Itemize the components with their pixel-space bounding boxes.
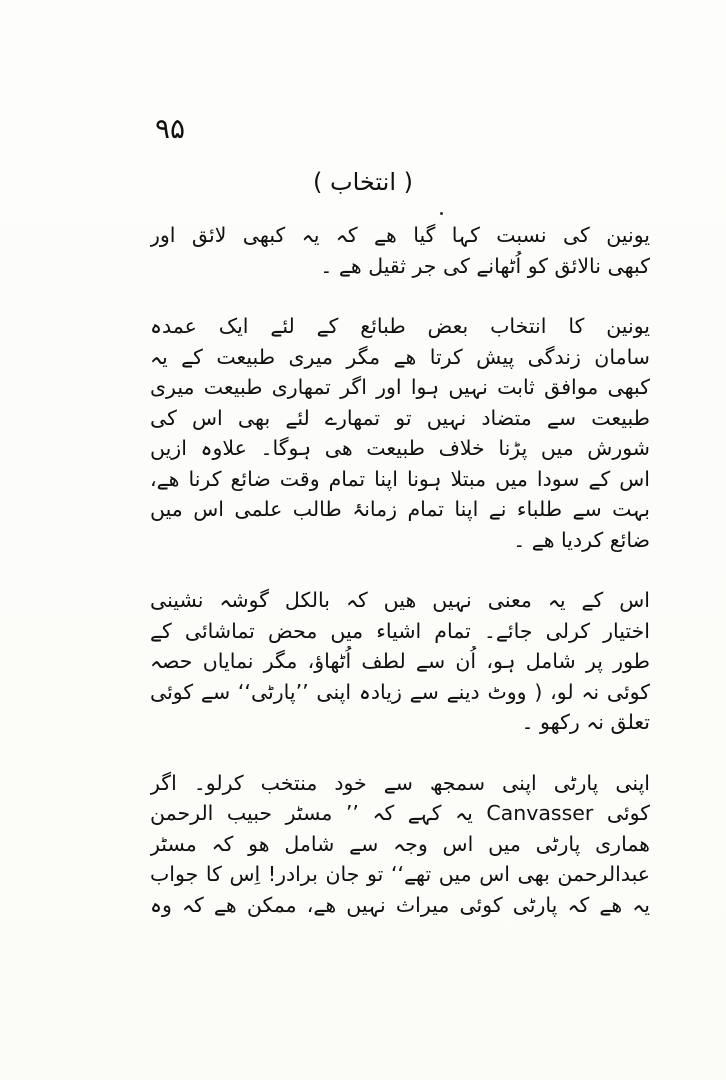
page-number: ۹۵ <box>155 112 186 145</box>
paragraph-1 <box>150 220 650 281</box>
text-line: کبھی موافق ثابت نہیں ہوا اور اگر تمھاری طبیعت میری <box>150 375 650 399</box>
text-line: اس کے یہ معنی نہیں ھیں کہ بالکل گوشہ نشینی <box>150 588 650 612</box>
text-line: یونین کا انتخاب بعض طبائع کے لئے ایک عمدہ <box>150 314 650 338</box>
text-line: ضائع کردیا ھے ۔ <box>513 527 650 552</box>
text-line: طبیعت سے متضاد نہیں تو تمھارے لئے بھی اس کی <box>150 405 650 430</box>
text-line: کوئی نہ لو، ( ووٹ دینے سے زیادہ اپنی ’’پارٹی‘‘ سے کوئی <box>150 679 650 704</box>
paragraph-3 <box>150 585 650 738</box>
text-line: کبھی نالائق کو اُٹھانے کی جر ثقیل ھے ۔ <box>320 253 650 278</box>
paragraph-4 <box>150 768 650 921</box>
text-line: شورش میں پڑنا خلاف طبیعت ھی ہوگا۔ علاوہ ازیں <box>150 436 650 460</box>
text-line: طور پر شامل ہو، اُن سے لطف اُٹھاؤ، مگر نمایاں حصہ <box>150 649 650 673</box>
text-line: یہ ھے کہ پارٹی کوئی میراث نہیں ھے، ممکن ھے کہ وہ <box>150 892 650 917</box>
text-line: اس کے سودا میں مبتلا ہونا اپنا تمام وقت ضائع کرنا ھے، <box>150 466 650 491</box>
text-line: اپنی پارٹی اپنی سمجھ سے خود منتخب کرلو۔ اگر <box>150 770 650 795</box>
section-heading: ( انتخاب ) <box>313 168 413 196</box>
text-line: یونین کی نسبت کہا گیا ھے کہ یہ کبھی لائق اور <box>150 223 650 247</box>
text-line: بہت سے طلباء نے اپنا تمام زمانۂ طالب علمی اس میں <box>150 497 650 521</box>
text-line: کوئی Canvasser یہ کہے کہ ’’ مسٹر حبیب الرحمن <box>150 801 650 825</box>
print-speck <box>440 212 443 215</box>
text-line: تعلق نہ رکھو ۔ <box>521 710 650 734</box>
body-text <box>150 220 650 920</box>
text-line: عبدالرحمن بھی اس میں تھے‘‘ تو جان برادر! اِس کا جواب <box>150 862 650 886</box>
text-line: اختیار کرلی جائے۔ تمام اشیاء میں محض تماشائی کے <box>150 618 650 643</box>
text-line: سامان زندگی پیش کرتا ھے مگر میری طبیعت کے یہ <box>150 344 650 369</box>
paragraph-2 <box>150 311 650 555</box>
text-line: ھماری پارٹی میں اس وجہ سے شامل ھو کہ مسٹر <box>150 831 650 856</box>
